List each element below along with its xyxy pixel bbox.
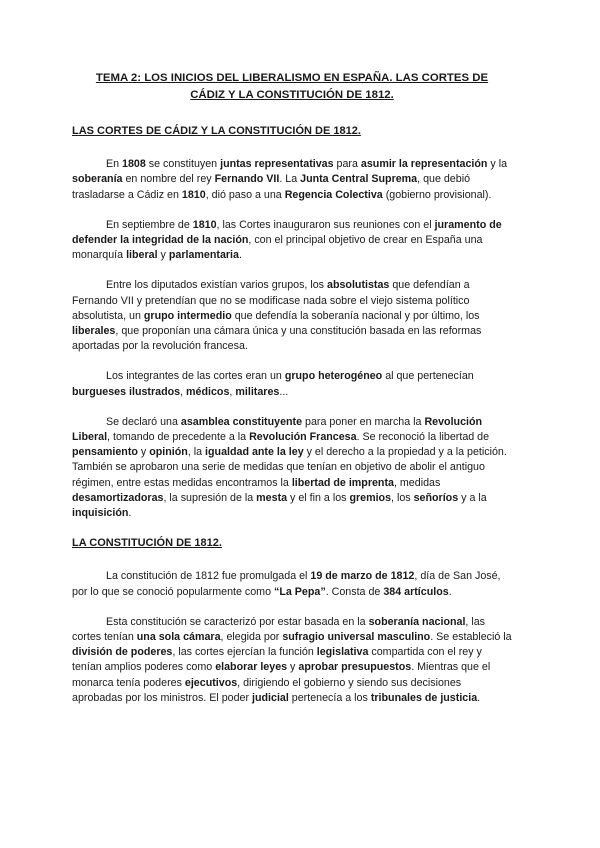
bold-text: gremios bbox=[349, 491, 392, 504]
text-run: para poner en marcha la bbox=[302, 415, 425, 428]
bold-text: 1808 bbox=[122, 158, 146, 171]
text-run: . Se estableció la bbox=[430, 631, 512, 644]
bold-text: Junta Central Suprema bbox=[300, 173, 418, 186]
text-run: y bbox=[287, 661, 299, 674]
bold-text: absolutistas bbox=[327, 279, 390, 292]
bold-text: médicos bbox=[186, 385, 230, 398]
text-run: Los integrantes de las cortes eran un bbox=[106, 370, 285, 383]
text-run: Entre los diputados existían varios grupos, los bbox=[106, 279, 327, 292]
bold-text: 19 de marzo de 1812 bbox=[310, 570, 415, 583]
text-run: En septiembre de bbox=[106, 218, 193, 231]
text-run: . Se reconoció la libertad de bbox=[356, 431, 490, 444]
paragraph bbox=[72, 615, 512, 706]
text-run: , los bbox=[391, 491, 414, 504]
text-run: . bbox=[448, 585, 452, 598]
bold-text: liberales bbox=[72, 325, 116, 338]
bold-text: grupo heterogéneo bbox=[284, 370, 383, 383]
text-run: , con el principal objetivo de crear en España una monarquía bbox=[72, 234, 483, 262]
text-run: pertenecía a los bbox=[288, 691, 371, 704]
text-run: . bbox=[238, 249, 242, 262]
bold-text: pensamiento bbox=[72, 446, 138, 459]
bold-text: asumir la representación bbox=[360, 158, 488, 171]
text-run: , las cortes tenían bbox=[72, 615, 486, 644]
text-run: Esta constitución se caracterizó por estar basada en la bbox=[106, 615, 369, 628]
paragraph bbox=[72, 157, 512, 203]
text-run: , las cortes ejercían la función bbox=[172, 646, 317, 659]
text-run: , bbox=[229, 385, 236, 398]
text-run: y el derecho a la propiedad y a la petición. También se aprobaron una serie de medidas que tenían en objetivo de abolir el antiguo régimen, entre estas medidas encontramos la bbox=[72, 446, 507, 489]
bold-text: aprobar presupuestos bbox=[298, 661, 412, 674]
bold-text: “La Pepa” bbox=[274, 585, 326, 598]
bold-text: desamortizadoras bbox=[72, 491, 164, 504]
bold-text: grupo intermedio bbox=[143, 309, 232, 322]
bold-text: Fernando VII bbox=[214, 173, 280, 186]
document-body bbox=[72, 124, 512, 706]
text-run: , las Cortes inauguraron sus reuniones con el bbox=[216, 218, 435, 231]
bold-text: 384 artículos bbox=[383, 585, 449, 598]
text-run: , la supresión de la bbox=[163, 491, 257, 504]
bold-text: burgueses ilustrados bbox=[72, 385, 181, 398]
text-run: compartida con el rey y tenían amplios poderes como bbox=[72, 646, 482, 674]
text-run: para bbox=[333, 158, 361, 171]
text-run: que defendía la soberanía nacional y por último, los bbox=[231, 309, 480, 322]
text-run: , elegida por bbox=[220, 631, 283, 644]
bold-text: 1810 bbox=[192, 218, 217, 231]
bold-text: elaborar leyes bbox=[215, 661, 288, 674]
bold-text: libertad de imprenta bbox=[291, 476, 394, 489]
text-run: , tomando de precedente a la bbox=[107, 431, 250, 444]
bold-text: mesta bbox=[256, 491, 288, 504]
text-run: , que proponían una cámara única y una constitución basada en las reformas aportadas por la revolución francesa. bbox=[72, 325, 482, 353]
text-run: . La bbox=[279, 173, 301, 186]
bold-text: legislativa bbox=[316, 646, 369, 659]
text-run: y a la bbox=[458, 491, 487, 504]
paragraph bbox=[72, 218, 512, 264]
bold-text: militares bbox=[235, 385, 280, 398]
text-run: y bbox=[157, 249, 169, 262]
text-run: . Consta de bbox=[325, 585, 384, 598]
text-run: (gobierno provisional). bbox=[382, 188, 492, 201]
bold-text: opinión bbox=[149, 446, 188, 459]
text-run: y la bbox=[487, 158, 508, 171]
text-run: La constitución de 1812 fue promulgada el bbox=[106, 570, 311, 583]
document-title: TEMA 2: LOS INICIOS DEL LIBERALISMO EN ESPAÑA. LAS CORTES DE CÁDIZ Y LA CONSTITUCIÓN DE 1812. bbox=[95, 72, 489, 101]
text-run: que defendían a Fernando VII y pretendían que no se modificase nada sobre el viejo sistema político absolutista, un bbox=[72, 279, 470, 322]
bold-text: judicial bbox=[252, 691, 289, 704]
text-run: , la bbox=[187, 446, 206, 459]
bold-text: asamblea constituyente bbox=[180, 415, 303, 428]
text-run: y bbox=[137, 446, 150, 459]
bold-text: parlamentaria bbox=[168, 249, 239, 262]
bold-text: ejecutivos bbox=[184, 676, 238, 689]
text-run: , dirigiendo el gobierno y siendo sus decisiones aprobadas por los ministros. El poder bbox=[72, 676, 462, 704]
text-run: En bbox=[106, 158, 123, 171]
paragraph bbox=[72, 415, 512, 521]
text-run: . Mientras que el monarca tenía poderes bbox=[72, 661, 491, 689]
bold-text: sufragio universal masculino bbox=[282, 631, 431, 644]
text-run: se constituyen bbox=[145, 158, 221, 171]
bold-text: tribunales de justicia bbox=[370, 691, 478, 704]
text-run: al que pertenecían bbox=[382, 370, 474, 383]
bold-text: soberanía nacional bbox=[368, 615, 466, 628]
text-run: . bbox=[128, 507, 132, 520]
section-heading: LA CONSTITUCIÓN DE 1812. bbox=[72, 537, 222, 550]
text-run: , bbox=[180, 385, 187, 398]
bold-text: Revolución Francesa bbox=[249, 431, 357, 444]
bold-text: soberanía bbox=[72, 173, 123, 186]
text-run: , dió paso a una bbox=[205, 188, 285, 201]
text-run: Se declaró una bbox=[106, 415, 181, 428]
bold-text: una sola cámara bbox=[136, 631, 221, 644]
bold-text: juntas representativas bbox=[220, 158, 334, 171]
text-run: . bbox=[477, 691, 481, 704]
bold-text: inquisición bbox=[72, 507, 129, 520]
text-run: ... bbox=[279, 385, 289, 398]
bold-text: Regencia Colectiva bbox=[284, 188, 383, 201]
text-run: , medidas bbox=[393, 476, 441, 489]
bold-text: división de poderes bbox=[72, 646, 173, 659]
bold-text: señoríos bbox=[413, 491, 459, 504]
paragraph bbox=[72, 278, 512, 354]
text-run: , que debió trasladarse a Cádiz en bbox=[72, 173, 471, 201]
text-run: y el fin a los bbox=[287, 491, 350, 504]
bold-text: juramento de defender la integridad de la nación bbox=[72, 218, 502, 247]
bold-text: Revolución Liberal bbox=[72, 415, 483, 444]
paragraph bbox=[72, 369, 512, 399]
text-run: , día de San José, por lo que se conoció popularmente como bbox=[72, 570, 501, 598]
bold-text: 1810 bbox=[181, 188, 206, 201]
section-heading: LAS CORTES DE CÁDIZ Y LA CONSTITUCIÓN DE 1812. bbox=[72, 125, 361, 137]
text-run: en nombre del rey bbox=[122, 173, 215, 186]
bold-text: liberal bbox=[126, 249, 158, 262]
paragraph bbox=[72, 569, 512, 599]
bold-text: igualdad ante la ley bbox=[205, 446, 304, 459]
